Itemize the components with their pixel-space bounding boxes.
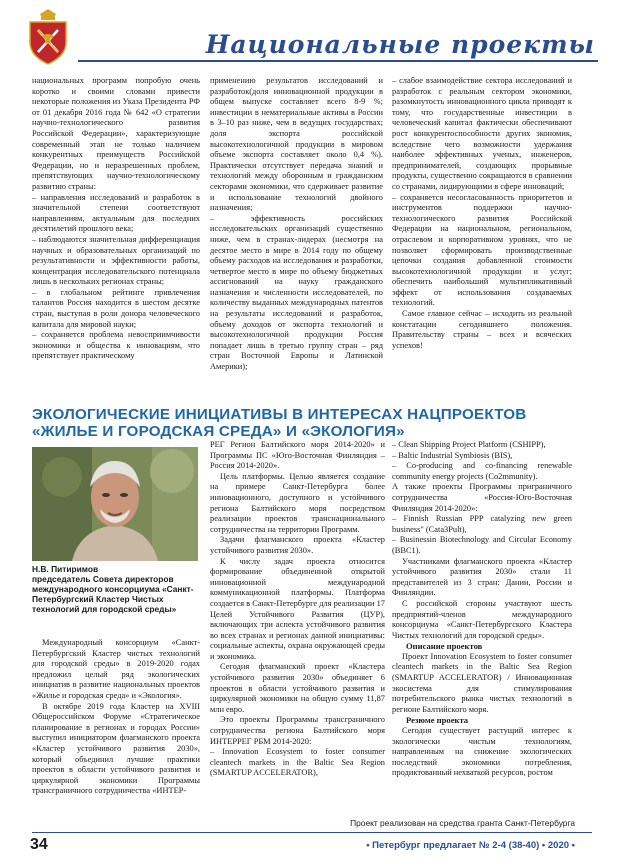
paragraph: – Innovation Ecosystem to foster consumer cleantech markets in the Baltic Sea Region (SMARTUP ACCELERATOR), xyxy=(210,747,385,778)
top-column-1 xyxy=(32,76,200,400)
article-column-3 xyxy=(392,440,572,816)
article-title: ЭКОЛОГИЧЕСКИЕ ИНИЦИАТИВЫ В ИНТЕРЕСАХ НАЦПРОЕКТОВ «ЖИЛЬЕ И ГОРОДСКАЯ СРЕДА» И «ЭКОЛОГИЯ» xyxy=(32,406,527,440)
header-divider xyxy=(78,60,598,62)
subheading: Резюме проекта xyxy=(406,715,469,726)
paragraph: А также проекты Программы приграничного сотрудничества «Россия-Юго-Восточная Финляндия 2014-2020»: xyxy=(392,482,572,513)
paragraph: – слабое взаимодействие сектора исследований и разработок с реальным сектором экономики, разомкнутость инновационного цикла приводят к тому, что государственные инвестиции в человеческий капитал фактически обеспечивают рост конкурентоспособности других экономик, вследствие чего возможности удержания наиболее эффективных ученых, инженеров, предпринимателей, создающих прорывные продукты, существенно сокращаются в сравнении со странами, лидирующими в сфере инноваций; xyxy=(392,76,572,191)
paragraph: – в глобальном рейтинге привлечения талантов Россия находится в шестом десятке стран, выступая в роли донора человеческого капитала для мировой науки; xyxy=(32,287,200,329)
paragraph: Цель платформы. Целью является создание на примере Санкт-Петербурга более инновационного, доступного и устойчивого региона Балтийского моря посредством реализации проектов транснационального сотрудничества на территории Программ. xyxy=(210,471,385,534)
st-petersburg-crest-icon xyxy=(26,8,70,68)
list-item: – Finnish Russian PPP catalyzing new green business" (Cata3Pult), xyxy=(392,514,572,534)
publication-info: • Петербург предлагает № 2-4 (38-40) • 2020 • xyxy=(366,840,575,851)
author-photo xyxy=(32,447,198,561)
paragraph: применению результатов исследований и разработок(доля инновационной продукции в общем выпуске составляет всего 8-9 %; инвестиции в нематериальные активы в России в 3–10 раз ниже, чем в ведущих государствах; доля экспорта российской высокотехнологичной продукции в мировом объеме экспорта составляет около 0,4 %). Практически отсутствует передача знаний и технологий между оборонным и гражданским секторами экономики, что сдерживает развитие и использование технологий двойного назначения; xyxy=(210,76,383,213)
caption-role: председатель Совета директоров международного консорциума «Санкт-Петербургский Кластер Чистых технологий для городской среды» xyxy=(32,574,194,614)
paragraph: Международный консорциум «Санкт-Петербургский Кластер чистых технологий для городской среды» в 2019-2020 годах предложил целый ряд экологических инициатив в развитие национальных проектов «Жилье и городская среда» и «Экология». xyxy=(32,638,200,700)
paragraph: Самое главное сейчас – исходить из реальной констатации сегодняшнего положения. Правительству страны – всех и всяческих успехов! xyxy=(392,309,572,350)
paragraph: Сегодня флагманский проект «Кластера устойчивого развития 2030» объединяет 6 проектов в области устойчивого развития и циркулярной экономики на общую сумму 11,87 млн евро. xyxy=(210,662,385,714)
paragraph: Сегодня существует растущий интерес к экологически чистым технологиям, направленным на снижение экологических последствий экономики потребления, продиктованный нехваткой ресурсов, ростом xyxy=(392,726,572,778)
page-number: 34 xyxy=(30,836,48,853)
list-item: – Baltic Industrial Symbiosis (BIS), xyxy=(392,450,513,460)
paragraph: – сохраняется несогласованность приоритетов и инструментов поддержки научно-технологического развития Российской Федерации на национальном, региональном, отраслевом и корпоративном уровнях, что не позволяет сформировать производственные цепочки создания добавленной стоимости высокотехнологичной продукции и услуг; обеспечить наибольший мультипликативный эффект от использования создаваемых технологий. xyxy=(392,192,572,308)
top-column-3 xyxy=(392,76,572,400)
paragraph: национальных программ попробую очень коротко и своими словами привести некоторые положения из Указа Президента РФ от 01 декабря 2016 года № 642 «О стратегии научно-технологического развития Российской Федерации», характеризующие современный этап не только наличием конкурентных преимуществ Российской Федерации, но и неразрешенных проблем, препятствующих научно-технологическому развитию страны: xyxy=(32,76,200,191)
subheading: Описание проектов xyxy=(406,641,483,652)
photo-caption xyxy=(32,564,202,614)
paragraph: – направления исследований и разработок в значительной степени соответствуют направлениям, актуальным для последних десятилетий прошлого века; xyxy=(32,192,200,234)
paragraph: Задачи флагманского проекта «Кластер устойчивого развития 2030». xyxy=(210,535,385,555)
top-column-2 xyxy=(210,76,383,400)
paragraph: Участниками флагманского проекта «Кластер устойчивого развития 2030» стали 11 представителей из 3 стран: Дании, России и Финляндии. xyxy=(392,556,572,598)
list-item: – Businessin Biotechnology and Circular Economy (BBC1). xyxy=(392,535,572,555)
list-item: – Co-producing and co-financing renewable community energy projects (Co2mmunity). xyxy=(392,461,572,481)
paragraph: К числу задач проекта относится формирование объединенной открытой инновационной международной коммуникационной платформы. Платформа создается в Санкт-Петербурге для реализации 17 Целей Устойчивого Развития (ЦУР), включающих три аспекта устойчивого развития во всех странах и регионах данной инициативы: социальные аспекты, охрана окружающей среды и экономика. xyxy=(210,556,385,661)
caption-name: Н.В. Питиримов xyxy=(32,564,99,574)
article-column-2 xyxy=(210,440,385,816)
footer-divider xyxy=(32,832,592,833)
section-title: Национальные проекты xyxy=(205,30,595,59)
article-column-1 xyxy=(32,638,200,816)
list-item: – Clean Shipping Project Platform (CSHIPP), xyxy=(392,440,546,449)
paragraph: – эффективность российских исследовательских организаций существенно ниже, чем в странах-лидерах (несмотря на десятое место в мире в 2014 году по общему объему расходов на исследования и разработки, четвертое место в мире по объему бюджетных ассигнований на науку гражданского назначения и численности исследователей, по количеству выданных международных патентов на результаты исследований и разработок, объему доходов от экспорта технологий и высокотехнологичной продукции Россия попадает лишь в третью группу стран – ряд стран Восточной Европы и Латинской Америки); xyxy=(210,213,383,372)
paragraph: – сохраняется проблема невосприимчивости экономики и общества к инновациям, что препятствует практическому xyxy=(32,330,200,361)
paragraph: Проект Innovation Ecosystem to foster consumer cleantech markets in the Baltic Sea Region (SMARTUP ACCELERATOR) / Инновационная экосистема для стимулирования потребительского рынка чистых технологий в регионе Балтийского моря. xyxy=(392,651,572,714)
paragraph: В октябре 2019 года Кластер на XVIII Общероссийском Форуме «Стратегическое планирование в регионах и городах России» выступил инициатором флагманского проекта «Кластер устойчивого развития 2030», который объединил лучшие практики проектов в области устойчивого развития и циркулярной экономики Программы трансграничного сотрудничества «ИНТЕР- xyxy=(32,701,200,796)
paragraph: РЕГ Регион Балтийского моря 2014-2020» и Программы ПС «Юго-Восточная Финляндия – Россия 2014-2020». xyxy=(210,440,385,471)
grant-note: Проект реализован на средства гранта Санкт-Петербурга xyxy=(350,818,575,828)
paragraph: Это проекты Программы трансграничного сотрудничества региона Балтийского моря ИНТЕРРЕГ РБМ 2014-2020: xyxy=(210,715,385,746)
paragraph: – наблюдаются значительная дифференциация научных и образовательных организаций по результативности и эффективности работы, концентрация исследовательского потенциала лишь в нескольких регионах страны; xyxy=(32,234,200,287)
paragraph: С российской стороны участвуют шесть предприятий-членов международного консорциума «Санкт-Петербургского Кластера Чистых технологий для городской среды». xyxy=(392,598,572,640)
